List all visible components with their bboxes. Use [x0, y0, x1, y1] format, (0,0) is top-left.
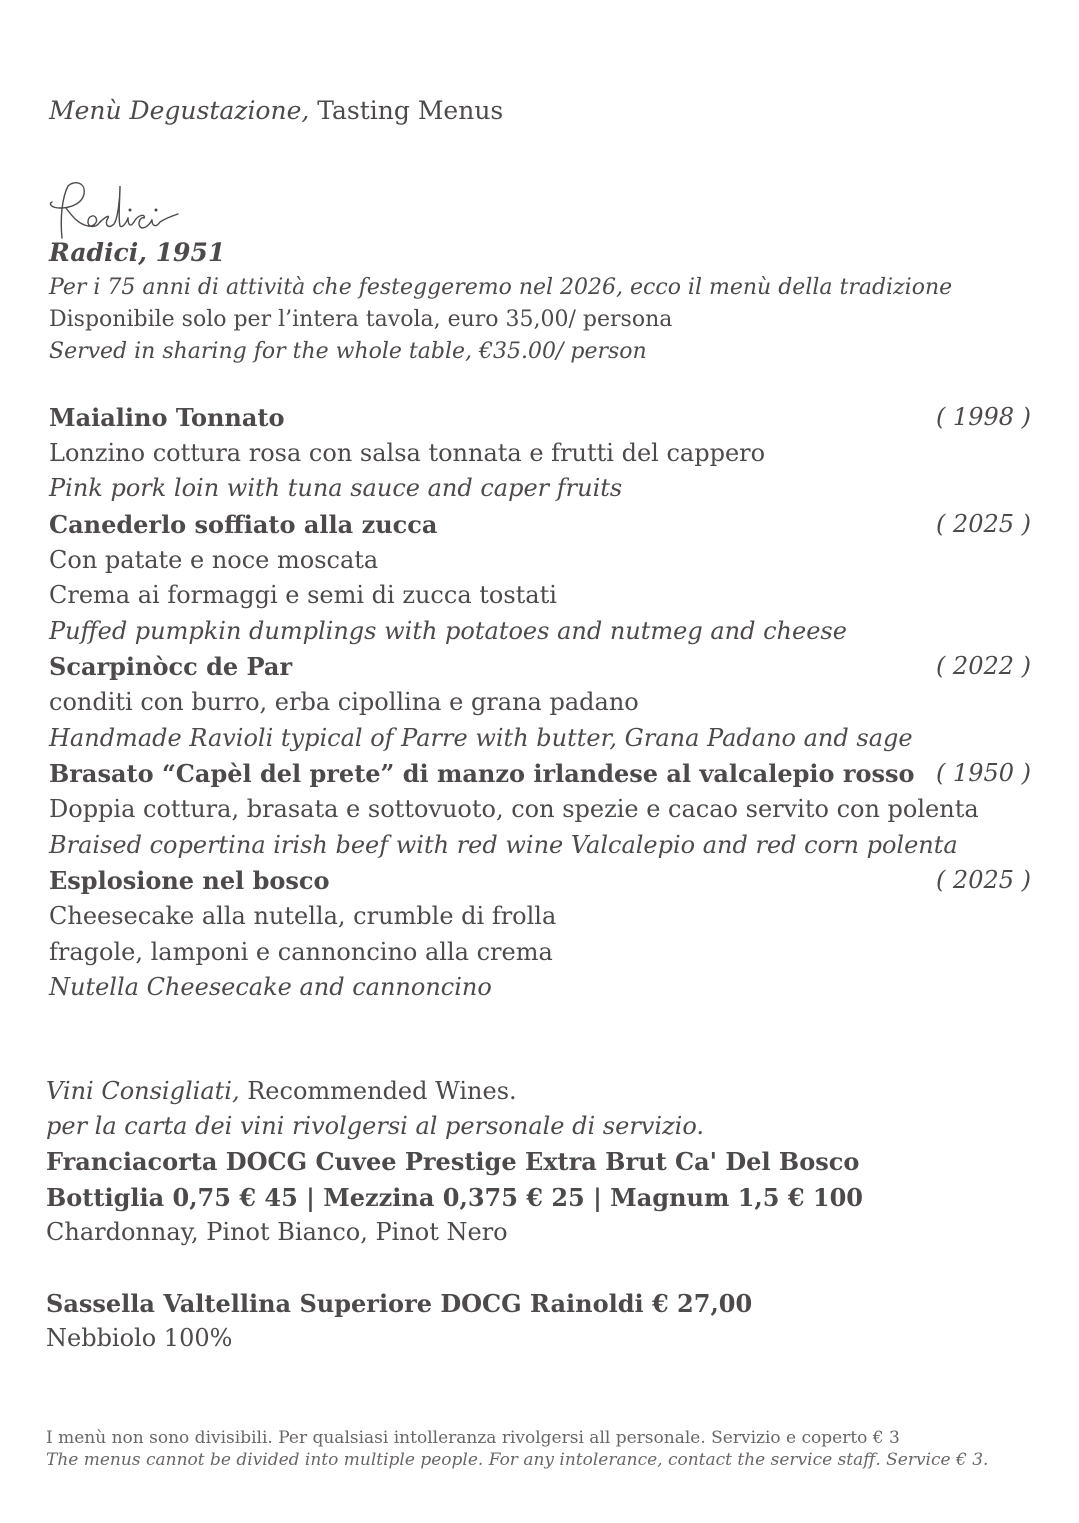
dish-year: ( 1950 ): [935, 759, 1031, 787]
dish-description-italian: conditi con burro, erba cipollina e grana padano: [49, 688, 639, 716]
menu-intro-availability: Disponibile solo per l’intera tavola, euro 35,00/ persona: [49, 307, 673, 332]
dish-name: Maialino Tonnato: [49, 403, 285, 432]
dish-year: ( 1998 ): [935, 403, 1031, 431]
dish-name: Esplosione nel bosco: [49, 866, 330, 895]
wine-grapes: Chardonnay, Pinot Bianco, Pinot Nero: [46, 1218, 508, 1246]
dish-description-italian: Cheesecake alla nutella, crumble di frolla: [49, 902, 557, 930]
footer-note-italian: I menù non sono divisibili. Per qualsiasi intolleranza rivolgersi all personale. Servizio e coperto € 3: [46, 1428, 900, 1448]
radici-script-logo: [44, 178, 184, 244]
dish-name: Canederlo soffiato alla zucca: [49, 510, 438, 539]
wines-heading-italian: Vini Consigliati,: [46, 1077, 240, 1105]
dish-name: Scarpinòcc de Par: [49, 652, 293, 681]
dish-description-italian: Con patate e noce moscata: [49, 546, 379, 574]
dish-description-italian: Lonzino cottura rosa con salsa tonnata e frutti del cappero: [49, 439, 766, 467]
dish-year: ( 2025 ): [935, 510, 1031, 538]
wine-prices: Bottiglia 0,75 € 45 | Mezzina 0,375 € 25 | Magnum 1,5 € 100: [46, 1183, 863, 1212]
dish-name: Brasato “Capèl del prete” di manzo irlandese al valcalepio rosso: [49, 759, 915, 788]
wines-heading: [46, 1077, 517, 1105]
menu-intro-anniversary: Per i 75 anni di attività che festeggeremo nel 2026, ecco il menù della tradizione: [49, 275, 953, 300]
dish-description-italian: fragole, lamponi e cannoncino alla crema: [49, 938, 553, 966]
page-title-italian: Menù Degustazione,: [49, 96, 310, 125]
wines-note: per la carta dei vini rivolgersi al personale di servizio.: [46, 1112, 705, 1140]
dish-description-italian: Doppia cottura, brasata e sottovuoto, con spezie e cacao servito con polenta: [49, 795, 979, 823]
wine-grapes: Nebbiolo 100%: [46, 1324, 233, 1352]
wine-name: Franciacorta DOCG Cuvee Prestige Extra Brut Ca' Del Bosco: [46, 1147, 860, 1176]
footer-note-english: The menus cannot be divided into multiple people. For any intolerance, contact the service staff. Service € 3.: [46, 1450, 989, 1470]
dish-description-english: Nutella Cheesecake and cannoncino: [49, 973, 492, 1001]
dish-description-english: Braised copertina irish beef with red wine Valcalepio and red corn polenta: [49, 831, 958, 859]
wines-heading-english: Recommended Wines.: [239, 1077, 517, 1105]
wine-name: Sassella Valtellina Superiore DOCG Rainoldi € 27,00: [46, 1289, 753, 1318]
dish-year: ( 2022 ): [935, 652, 1031, 680]
dish-description-english: Puffed pumpkin dumplings with potatoes and nutmeg and cheese: [49, 617, 847, 645]
dish-description-english: Handmade Ravioli typical of Parre with butter, Grana Padano and sage: [49, 724, 913, 752]
dish-description-english: Pink pork loin with tuna sauce and caper fruits: [49, 474, 623, 502]
page-title-english: Tasting Menus: [309, 96, 504, 125]
dish-description-italian: Crema ai formaggi e semi di zucca tostati: [49, 581, 557, 609]
menu-name: Radici, 1951: [49, 238, 226, 267]
dish-year: ( 2025 ): [935, 866, 1031, 894]
page-title: [49, 96, 503, 125]
menu-intro-english: Served in sharing for the whole table, €35.00/ person: [49, 339, 647, 364]
